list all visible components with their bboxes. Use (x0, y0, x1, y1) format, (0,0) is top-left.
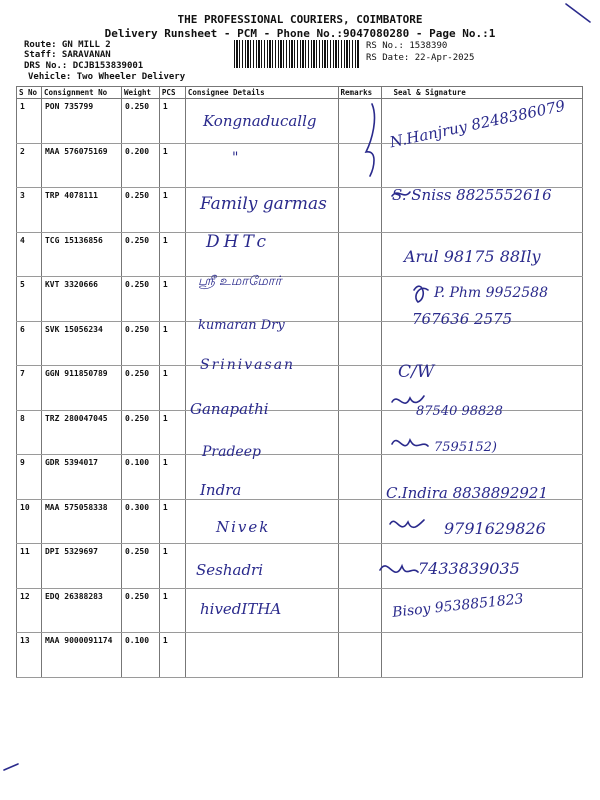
col-consignment: Consignment No (41, 87, 121, 99)
col-pcs: PCS (159, 87, 185, 99)
row-pcs: 1 (159, 366, 185, 411)
col-consignee: Consignee Details (185, 87, 338, 99)
row-sno: 2 (17, 143, 42, 188)
handwritten-signature: S. Sniss 8825552616 (392, 186, 552, 204)
row-sno: 6 (17, 321, 42, 366)
row-pcs: 1 (159, 455, 185, 500)
handwritten-consignee: ஸ்ரீ உமாமோர் (198, 274, 282, 289)
row-consignment: TRP 4078111 (41, 188, 121, 233)
row-pcs: 1 (159, 410, 185, 455)
row-sno: 11 (17, 544, 42, 589)
signature-squiggle (380, 566, 418, 572)
handwritten-consignee: Indra (200, 481, 242, 499)
row-pcs: 1 (159, 633, 185, 678)
row-weight: 0.100 (121, 455, 159, 500)
row-pcs: 1 (159, 588, 185, 633)
row-consignment: TRZ 280047045 (41, 410, 121, 455)
col-seal: Seal & Signature (381, 87, 583, 99)
signature-squiggle (392, 192, 410, 196)
handwritten-consignee: kumaran Dry (198, 318, 285, 333)
row-consignment: PON 735799 (41, 99, 121, 144)
row-sno: 3 (17, 188, 42, 233)
row-sno: 8 (17, 410, 42, 455)
row-pcs: 1 (159, 143, 185, 188)
row-pcs: 1 (159, 321, 185, 366)
handwritten-signature: 7433839035 (418, 559, 520, 578)
row-sno: 13 (17, 633, 42, 678)
remarks-bracket-mark (366, 104, 374, 176)
handwritten-consignee: " (232, 150, 239, 166)
company-title: THE PROFESSIONAL COURIERS, COIMBATORE (177, 13, 423, 26)
row-consignment: TCG 15136856 (41, 232, 121, 277)
row-weight: 0.300 (121, 499, 159, 544)
row-consignment: MAA 9000091174 (41, 633, 121, 678)
row-pcs: 1 (159, 188, 185, 233)
vehicle-label: Vehicle: Two Wheeler Delivery (28, 72, 186, 82)
row-weight: 0.250 (121, 410, 159, 455)
row-consignment: DPI 5329697 (41, 544, 121, 589)
handwritten-consignee: Nivek (216, 518, 271, 536)
row-sno: 10 (17, 499, 42, 544)
handwritten-signature: P. Phm 9952588 (434, 285, 548, 301)
row-pcs: 1 (159, 99, 185, 144)
row-weight: 0.250 (121, 99, 159, 144)
row-sno: 5 (17, 277, 42, 322)
row-consignment: KVT 3320666 (41, 277, 121, 322)
row-sno: 12 (17, 588, 42, 633)
row-weight: 0.100 (121, 633, 159, 678)
row-weight: 0.250 (121, 277, 159, 322)
handwritten-signature: C.Indira 8838892921 (386, 484, 549, 502)
row-pcs: 1 (159, 277, 185, 322)
col-remarks: Remarks (338, 87, 381, 99)
handwritten-signature: Arul 98175 88Ily (404, 247, 541, 266)
row-sno: 9 (17, 455, 42, 500)
signature-squiggle (390, 520, 424, 527)
row-consignment: GGN 911850789 (41, 366, 121, 411)
handwritten-consignee: Pradeep (202, 444, 261, 460)
handwritten-consignee: hivedITHA (200, 600, 282, 618)
row-weight: 0.250 (121, 188, 159, 233)
row-consignment: SVK 15056234 (41, 321, 121, 366)
handwritten-signature: N.Hanjruy 8248386079 (388, 96, 567, 152)
corner-mark (566, 4, 590, 22)
col-weight: Weight (121, 87, 159, 99)
row-consignment: MAA 576075169 (41, 143, 121, 188)
row-sno: 7 (17, 366, 42, 411)
handwritten-signature: Bisoy 9538851823 (391, 591, 525, 621)
handwritten-consignee: Ganapathi (190, 400, 269, 418)
row-weight: 0.250 (121, 321, 159, 366)
handwritten-signature: C/W (398, 362, 435, 382)
handwritten-signature: 7595152) (434, 440, 497, 455)
staff-label: Staff: SARAVANAN (24, 50, 111, 60)
row-weight: 0.250 (121, 588, 159, 633)
row-pcs: 1 (159, 544, 185, 589)
handwritten-consignee: Kongnaducallg (203, 112, 317, 130)
signature-squiggle (392, 396, 424, 403)
rs-date: RS Date: 22-Apr-2025 (366, 53, 475, 63)
handwritten-consignee: Family garmas (200, 194, 327, 214)
col-sno: S No (17, 87, 42, 99)
row-consignment: GDR 5394017 (41, 455, 121, 500)
handwritten-consignee: DHTc (206, 232, 270, 252)
row-weight: 0.250 (121, 544, 159, 589)
handwritten-signature: 87540 98828 (416, 404, 503, 419)
row-sno: 4 (17, 232, 42, 277)
signature-squiggle (414, 286, 428, 302)
signature-squiggle (392, 440, 428, 446)
row-weight: 0.200 (121, 143, 159, 188)
drs-number: DRS No.: DCJB153839001 (24, 61, 144, 71)
handwritten-signature: 9791629826 (444, 519, 546, 538)
row-pcs: 1 (159, 499, 185, 544)
route-label: Route: GN MILL 2 (24, 40, 111, 50)
row-pcs: 1 (159, 232, 185, 277)
handwritten-consignee: Seshadri (196, 561, 264, 579)
row-weight: 0.250 (121, 232, 159, 277)
row-consignment: MAA 575058338 (41, 499, 121, 544)
corner-mark (4, 764, 18, 770)
row-consignment: EDQ 26388283 (41, 588, 121, 633)
row-weight: 0.250 (121, 366, 159, 411)
handwritten-consignee: Srinivasan (200, 357, 296, 373)
handwritten-signature: 767636 2575 (412, 310, 513, 328)
rs-number: RS No.: 1538390 (366, 41, 448, 51)
runsheet-subtitle: Delivery Runsheet - PCM - Phone No.:9047080280 - Page No.:1 (104, 27, 496, 40)
row-sno: 1 (17, 99, 42, 144)
